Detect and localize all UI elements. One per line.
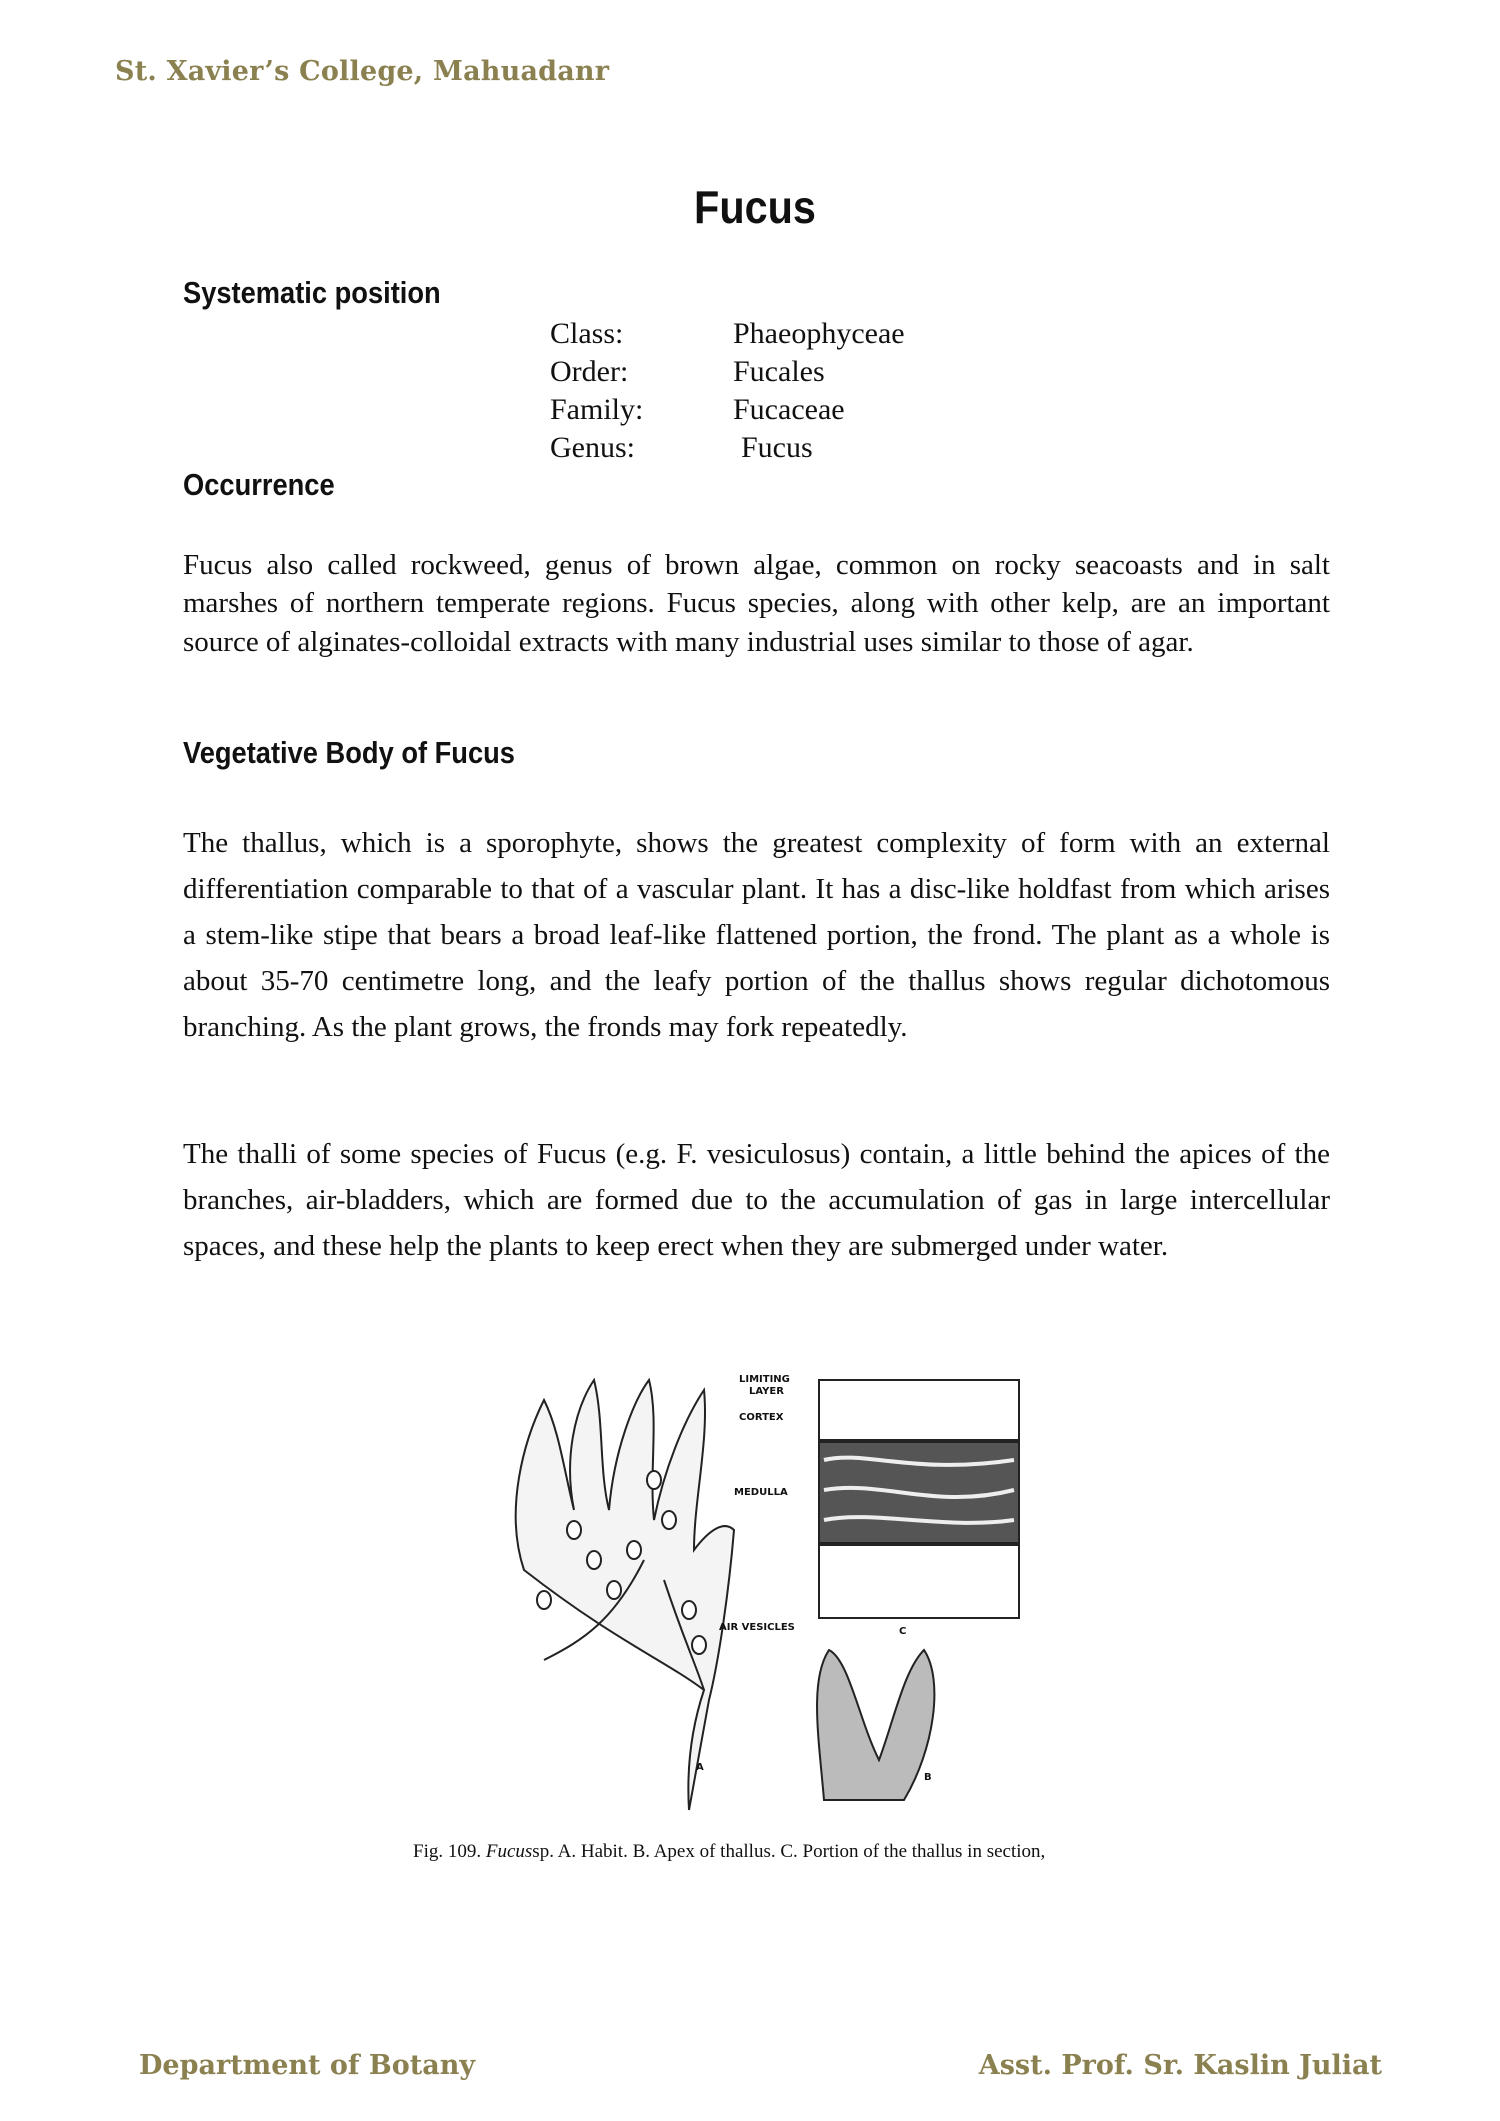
label-c: C [899, 1626, 907, 1637]
caption-text: sp. A. Habit. B. Apex of thallus. C. Portion of the thallus in section, [532, 1841, 1046, 1862]
taxon-rank: Order: [550, 355, 629, 388]
label-layer: LAYER [749, 1386, 784, 1397]
taxonomy-row-family [550, 391, 905, 429]
taxonomy-table [550, 315, 905, 467]
taxon-value: Fucales [733, 355, 825, 388]
occurrence-paragraph: Fucus also called rockweed, genus of brown algae, common on rocky seacoasts and in salt marshes of northern temperate regions. Fucus species, along with other kelp, are an important source of alginates-colloidal extracts with many industrial uses similar to those of agar. [183, 549, 1330, 658]
footer-department: Department of Botany [139, 2050, 476, 2081]
taxon-rank: Family: [550, 393, 644, 426]
systematic-position-heading: Systematic position [183, 275, 441, 310]
taxonomy-row-genus [550, 429, 905, 467]
taxonomy-row-class [550, 315, 905, 353]
label-limiting: LIMITING [739, 1374, 790, 1385]
occurrence-heading: Occurrence [183, 467, 335, 502]
taxon-value: Fucaceae [733, 393, 845, 426]
vegetative-paragraph-2: The thalli of some species of Fucus (e.g. F. vesiculosus) contain, a little behind the apices of the branches, air-bladders, which are formed due to the accumulation of gas in large intercellular spaces, and these help the plants to keep erect when they are submerged under water. [183, 1138, 1330, 1262]
footer-author: Asst. Prof. Sr. Kaslin Juliat [978, 2050, 1382, 2081]
caption-prefix: Fig. 109. [413, 1841, 482, 1862]
vegetative-body-heading: Vegetative Body of Fucus [183, 735, 515, 770]
institution-header: St. Xavier’s College, Mahuadanr [115, 56, 610, 87]
section-drawing [819, 1380, 1019, 1618]
figure-caption [413, 1841, 1045, 1863]
fucus-figure [464, 1360, 1024, 1820]
taxonomy-row-order [550, 353, 905, 391]
label-medulla: MEDULLA [734, 1487, 788, 1498]
taxon-rank: Genus: [550, 431, 635, 464]
page-title: Fucus [694, 181, 816, 233]
label-a: A [696, 1762, 704, 1773]
label-air-vesicles: AIR VESICLES [719, 1622, 795, 1633]
caption-genus: Fucus [485, 1841, 533, 1862]
apex-drawing [817, 1650, 934, 1800]
taxon-value: Phaeophyceae [733, 317, 905, 350]
label-cortex: CORTEX [739, 1412, 784, 1423]
label-b: B [924, 1772, 932, 1783]
taxon-value: Fucus [741, 431, 813, 464]
vegetative-paragraph-1: The thallus, which is a sporophyte, shows the greatest complexity of form with an external differentiation comparable to that of a vascular plant. It has a disc-like holdfast from which arises a stem-like stipe that bears a broad leaf-like flattened portion, the frond. The plant as a whole is about 35-70 centimetre long, and the leafy portion of the thallus shows regular dichotomous branching. As the plant grows, the fronds may fork repeatedly. [183, 827, 1330, 1043]
taxon-rank: Class: [550, 317, 624, 350]
